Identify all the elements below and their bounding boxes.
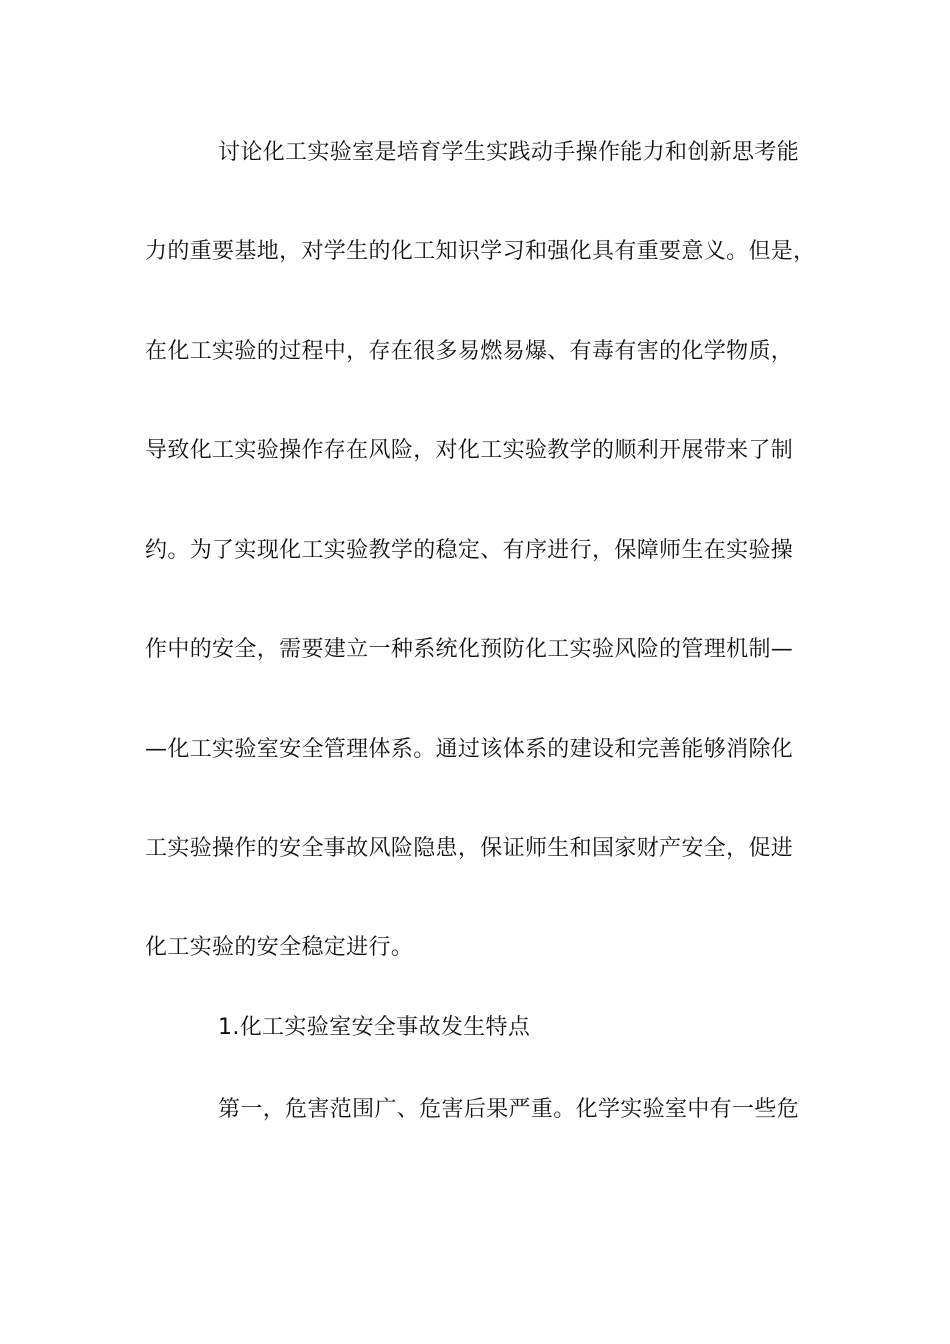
paragraph-line: 化工实验的安全稳定进行。 [145, 935, 414, 960]
paragraph-line: 约。为了实现化工实验教学的稳定、有序进行，保障师生在实验操 [145, 538, 794, 563]
paragraph-line: —化工实验室安全管理体系。通过该体系的建设和完善能够消除化 [145, 737, 794, 762]
paragraph-line: 力的重要基地，对学生的化工知识学习和强化具有重要意义。但是， [145, 239, 816, 264]
paragraph-line: 工实验操作的安全事故风险隐患，保证师生和国家财产安全，促进 [145, 836, 794, 861]
paragraph-line: 导致化工实验操作存在风险，对化工实验教学的顺利开展带来了制 [145, 438, 794, 463]
paragraph-line: 在化工实验的过程中，存在很多易燃易爆、有毒有害的化学物质， [145, 339, 794, 364]
paragraph-line: 作中的安全，需要建立一种系统化预防化工实验风险的管理机制— [145, 637, 794, 662]
section-heading: 1.化工实验室安全事故发生特点 [218, 1015, 531, 1040]
paragraph-line: 讨论化工实验室是培育学生实践动手操作能力和创新思考能 [218, 140, 800, 165]
paragraph-line: 第一，危害范围广、危害后果严重。化学实验室中有一些危 [218, 1097, 800, 1122]
